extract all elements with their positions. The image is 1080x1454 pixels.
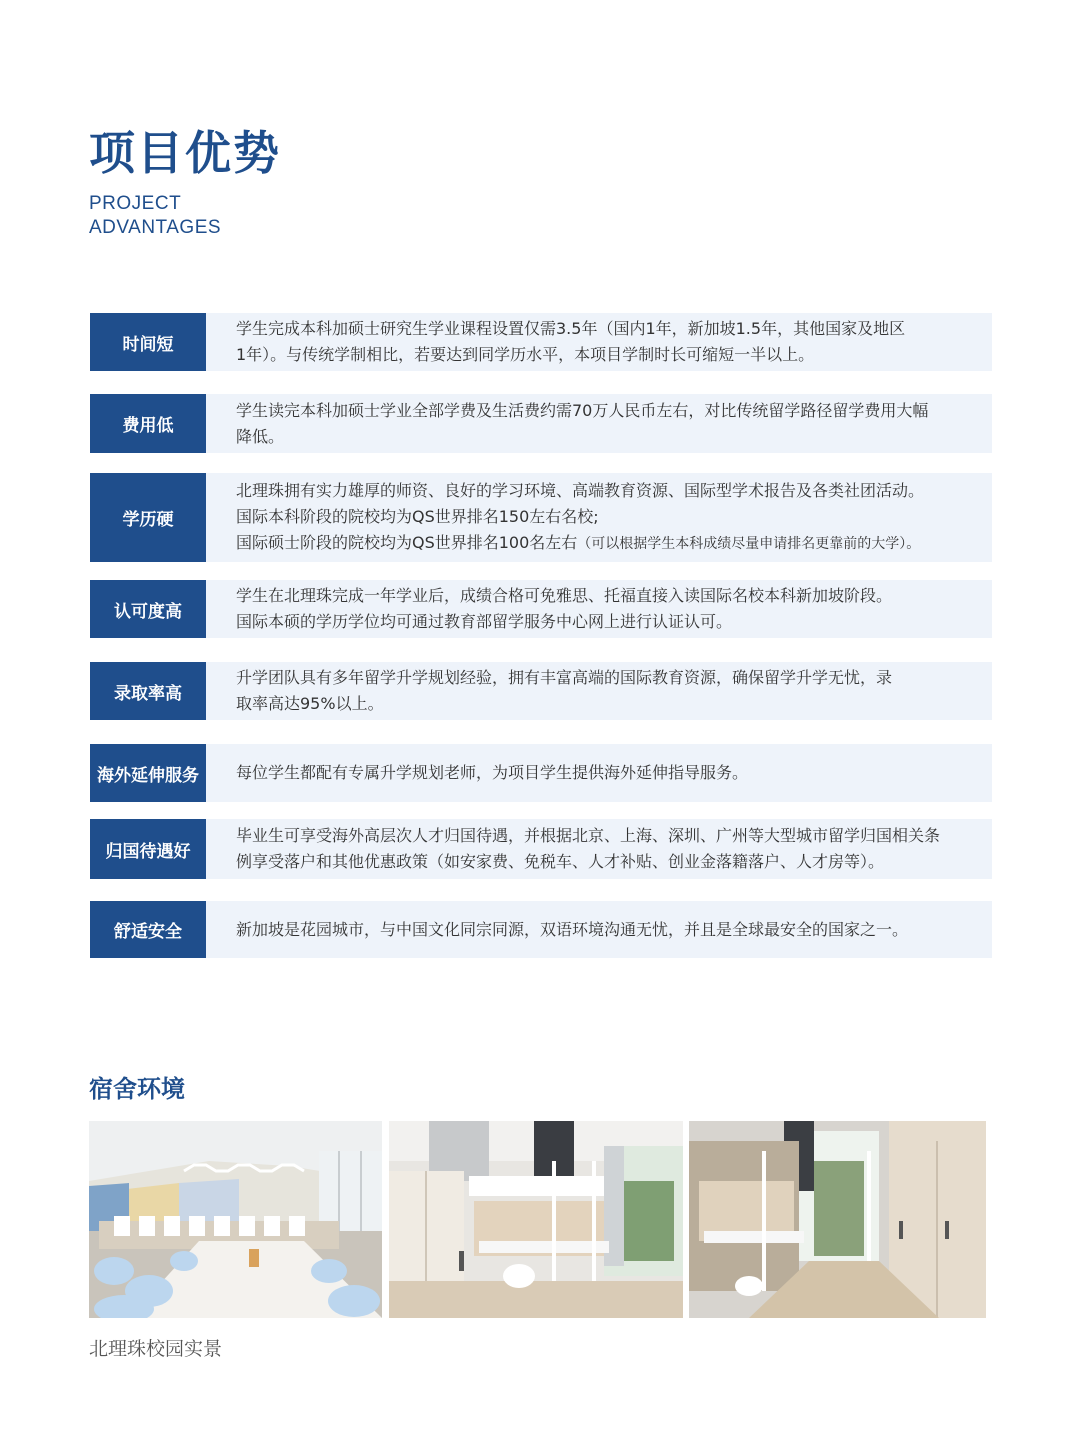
- advantage-line: 毕业生可享受海外高层次人才归国待遇，并根据北京、上海、深圳、广州等大型城市留学归国相关条: [236, 826, 941, 845]
- advantage-label: 费用低: [90, 394, 206, 453]
- advantage-line: 例享受落户和其他优惠政策（如安家费、免税车、人才补贴、创业金落籍落户、人才房等）。: [236, 852, 885, 871]
- advantage-label: 舒适安全: [90, 901, 206, 958]
- advantage-line: 取率高达95%以上。: [236, 694, 384, 713]
- page-subtitle: [89, 192, 221, 240]
- advantage-text: [206, 662, 992, 720]
- subtitle-line-2: ADVANTAGES: [89, 217, 222, 238]
- advantage-line: 北理珠拥有实力雄厚的师资、良好的学习环境、高端教育资源、国际型学术报告及各类社团活动。: [236, 481, 925, 500]
- advantage-row-return: [90, 819, 992, 879]
- subtitle-line-1: PROJECT: [89, 193, 182, 214]
- advantage-line: 学生在北理珠完成一年学业后，成绩合格可免雅思、托福直接入读国际名校本科新加坡阶段。: [236, 586, 893, 605]
- advantage-line: 降低。: [236, 426, 285, 446]
- advantage-row-time: [90, 313, 992, 371]
- advantage-row-cost: [90, 394, 992, 453]
- advantage-label: 录取率高: [90, 662, 206, 720]
- advantage-line-main: 国际硕士阶段的院校均为QS世界排名100名左右: [236, 533, 578, 552]
- dorm-section-title: 宿舍环境: [89, 1075, 185, 1103]
- advantage-line: 学生读完本科加硕士学业全部学费及生活费约需70万人民币左右，对比传统留学路径留学费用大幅: [236, 400, 929, 420]
- dorm-photo-bunk-room: [389, 1121, 683, 1318]
- advantage-line: 每位学生都配有专属升学规划老师，为项目学生提供海外延伸指导服务。: [236, 763, 749, 782]
- advantage-row-safety: [90, 901, 992, 958]
- advantage-line: 1年）。与传统学制相比，若要达到同学历水平，本项目学制时长可缩短一半以上。: [236, 345, 815, 364]
- advantage-label: 认可度高: [90, 580, 206, 638]
- advantage-line: 国际本科阶段的院校均为QS世界排名150左右名校;: [236, 507, 599, 526]
- advantage-line: 升学团队具有多年留学升学规划经验，拥有丰富高端的国际教育资源，确保留学升学无忧，录: [236, 668, 893, 687]
- advantage-text: [206, 819, 992, 879]
- page-title: 项目优势: [89, 126, 281, 180]
- advantage-text: [206, 744, 992, 802]
- advantage-label: 时间短: [90, 313, 206, 371]
- advantage-label: 归国待遇好: [90, 819, 206, 879]
- advantage-text: [206, 313, 992, 371]
- advantage-label: 海外延伸服务: [90, 744, 206, 802]
- advantage-note: （可以根据学生本科成绩尽量申请排名更靠前的大学）。: [577, 536, 921, 552]
- advantage-row-admission: [90, 662, 992, 720]
- advantage-line: 学生完成本科加硕士研究生学业课程设置仅需3.5年（国内1年，新加坡1.5年，其他国家及地区: [236, 319, 906, 338]
- advantage-text: [206, 394, 992, 453]
- advantage-text: [206, 473, 992, 562]
- advantage-text: [206, 901, 992, 958]
- advantage-row-degree: [90, 473, 992, 562]
- advantage-line: 国际本硕的学历学位均可通过教育部留学服务中心网上进行认证认可。: [236, 612, 733, 631]
- dorm-photo-dorm-aisle: [689, 1121, 986, 1318]
- advantage-row-recognition: [90, 580, 992, 638]
- advantage-label: 学历硬: [90, 473, 206, 562]
- advantage-text: [206, 580, 992, 638]
- dorm-photo-study-room: [89, 1121, 382, 1318]
- photo-caption: 北理珠校园实景: [89, 1338, 223, 1360]
- advantage-line: 新加坡是花园城市，与中国文化同宗同源，双语环境沟通无忧，并且是全球最安全的国家之一。: [236, 919, 909, 939]
- advantage-line: [236, 530, 982, 557]
- advantage-row-overseas: [90, 744, 992, 802]
